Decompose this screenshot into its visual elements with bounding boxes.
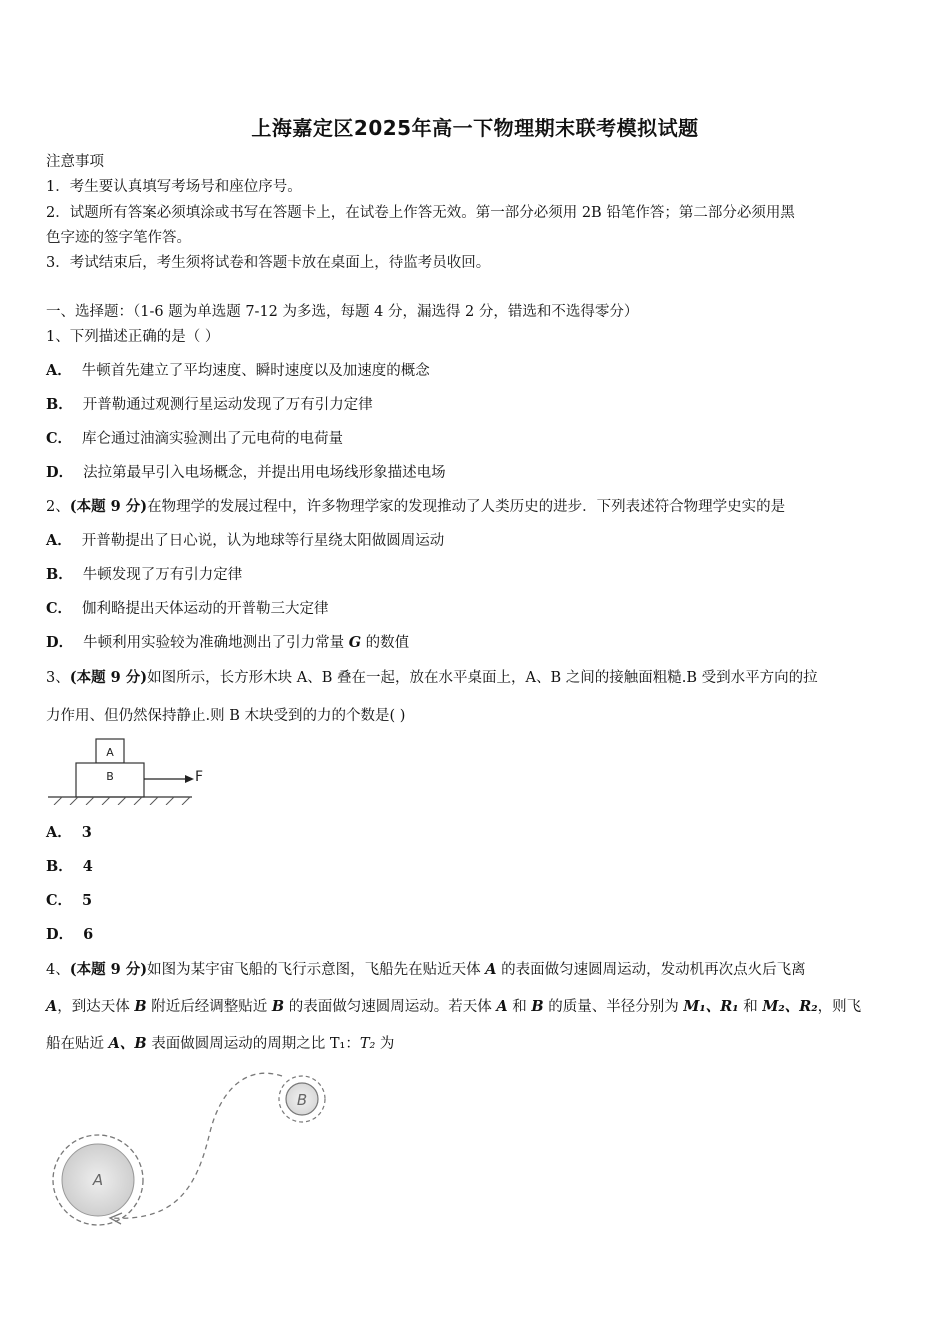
option-letter: A． bbox=[46, 362, 72, 379]
option-letter: C． bbox=[46, 430, 73, 447]
option-letter: A． bbox=[46, 532, 72, 549]
q4-var: A bbox=[485, 961, 497, 978]
q1-stem: 1、下列描述正确的是（ ） bbox=[46, 329, 220, 345]
option-text: 库仑通过油滴实验测出了元电荷的电荷量 bbox=[82, 431, 344, 447]
notice-item-2-cont: 色字迹的签字笔作答。 bbox=[46, 230, 191, 246]
q4-stem-line2 bbox=[46, 997, 861, 1017]
option-text: 开普勒通过观测行星运动发现了万有引力定律 bbox=[82, 397, 373, 413]
q4-text: 表面做圆周运动的周期之比 T₁： bbox=[146, 1036, 360, 1052]
q4-var: B bbox=[531, 998, 544, 1015]
q4-var: T₂ bbox=[359, 1036, 376, 1052]
planet-a-label: A bbox=[92, 1171, 104, 1189]
q2-text: 在物理学的发展过程中，许多物理学家的发现推动了人类历史的进步．下列表述符合物理学史实的是 bbox=[147, 499, 786, 515]
option-text: 牛顿首先建立了平均速度、瞬时速度以及加速度的概念 bbox=[81, 363, 430, 379]
q4-var: M₂、R₂ bbox=[762, 998, 818, 1015]
option-text: 法拉第最早引入电场概念，并提出用电场线形象描述电场 bbox=[83, 465, 446, 481]
option-letter: A． bbox=[46, 824, 72, 841]
q4-text: 的质量、半径分别为 bbox=[543, 999, 684, 1015]
notice-item-3: 3．考试结束后，考生须将试卷和答题卡放在桌面上，待监考员收回。 bbox=[46, 255, 491, 271]
q1-option-c bbox=[46, 429, 343, 449]
q3-option-c bbox=[46, 891, 92, 911]
q2-option-d bbox=[46, 633, 409, 653]
option-letter: B． bbox=[46, 858, 73, 875]
q4-text: 和 bbox=[507, 999, 532, 1015]
q3-figure bbox=[44, 735, 214, 805]
force-label: F bbox=[195, 769, 204, 785]
option-letter: B． bbox=[46, 566, 73, 583]
q2-option-b bbox=[46, 565, 242, 585]
force-arrow-head bbox=[185, 775, 194, 783]
option-text: 6 bbox=[83, 926, 94, 943]
option-letter: C． bbox=[46, 892, 73, 909]
q4-var: M₁、R₁ bbox=[683, 998, 739, 1015]
q4-text: 和 bbox=[738, 999, 763, 1015]
option-text: 牛顿发现了万有引力定律 bbox=[82, 567, 243, 583]
q4-text: 的表面做匀速圆周运动，发动机再次点火后飞离 bbox=[496, 962, 806, 978]
q3-option-a bbox=[46, 823, 92, 843]
option-letter: D． bbox=[46, 634, 74, 651]
ground-hatching bbox=[54, 797, 190, 805]
q4-points: (本题 9 分) bbox=[69, 961, 148, 978]
block-a-label: A bbox=[106, 746, 114, 759]
q4-text: 为 bbox=[375, 1036, 395, 1052]
q4-stem-line1 bbox=[46, 960, 806, 980]
q2-option-c bbox=[46, 599, 329, 619]
q4-var: B bbox=[134, 998, 147, 1015]
q4-var: A bbox=[46, 998, 58, 1015]
q3-option-b bbox=[46, 857, 93, 877]
q2-option-a bbox=[46, 531, 444, 551]
transfer-trajectory bbox=[112, 1073, 282, 1218]
option-suffix: 的数值 bbox=[361, 635, 410, 651]
q4-text: 的表面做匀速圆周运动。若天体 bbox=[284, 999, 497, 1015]
option-var: G bbox=[348, 634, 362, 651]
option-text: 5 bbox=[82, 892, 93, 909]
q4-text: 如图为某宇宙飞船的飞行示意图，飞船先在贴近天体 bbox=[147, 962, 486, 978]
q1-option-b bbox=[46, 395, 373, 415]
page-title: 上海嘉定区2025年高一下物理期末联考模拟试题 bbox=[251, 116, 699, 140]
option-text: 4 bbox=[82, 858, 93, 875]
planet-b-label: B bbox=[296, 1091, 308, 1109]
option-text: 伽利略提出天体运动的开普勒三大定律 bbox=[82, 601, 329, 617]
q4-stem-line3 bbox=[46, 1034, 394, 1054]
q4-var: A、B bbox=[108, 1035, 147, 1052]
option-letter: B． bbox=[46, 396, 73, 413]
q2-stem bbox=[46, 497, 785, 517]
q1-option-a bbox=[46, 361, 430, 381]
option-text: 开普勒提出了日心说，认为地球等行星绕太阳做圆周运动 bbox=[81, 533, 445, 549]
q3-stem-line2: 力作用、但仍然保持静止.则 B 木块受到的力的个数是( ) bbox=[46, 708, 406, 724]
q3-num: 3、 bbox=[46, 670, 70, 686]
option-letter: D． bbox=[46, 926, 74, 943]
notice-item-2: 2．试题所有答案必须填涂或书写在答题卡上，在试卷上作答无效。第一部分必须用 2B 铅笔作答；第二部分必须用黑 bbox=[46, 205, 795, 221]
q4-text: ，则飞 bbox=[817, 999, 862, 1015]
q4-text: 附近后经调整贴近 bbox=[146, 999, 272, 1015]
q3-option-d bbox=[46, 925, 93, 945]
option-text: 3 bbox=[81, 824, 92, 841]
section-heading: 一、选择题：（1-6 题为单选题 7-12 为多选，每题 4 分，漏选得 2 分，错选和不选得零分） bbox=[46, 304, 639, 320]
option-letter: C． bbox=[46, 600, 73, 617]
q4-figure bbox=[50, 1062, 350, 1237]
q3-points: (本题 9 分) bbox=[69, 669, 148, 686]
q2-points: (本题 9 分) bbox=[69, 498, 148, 515]
q4-var: A bbox=[496, 998, 508, 1015]
q3-text1: 如图所示，长方形木块 A、B 叠在一起，放在水平桌面上，A、B 之间的接触面粗糙.B 受到水平方向的拉 bbox=[147, 670, 818, 686]
block-b-label: B bbox=[106, 770, 114, 783]
q2-num: 2、 bbox=[46, 499, 70, 515]
option-letter: D． bbox=[46, 464, 74, 481]
q4-var: B bbox=[271, 998, 285, 1015]
q1-option-d bbox=[46, 463, 446, 483]
notice-item-1: 1．考生要认真填写考场号和座位序号。 bbox=[46, 179, 302, 195]
q3-stem-line1 bbox=[46, 668, 818, 688]
option-text: 牛顿利用实验较为准确地测出了引力常量 bbox=[83, 635, 349, 651]
q4-text: ，到达天体 bbox=[57, 999, 135, 1015]
q4-num: 4、 bbox=[46, 962, 70, 978]
notice-heading: 注意事项 bbox=[46, 154, 104, 170]
q4-text: 船在贴近 bbox=[46, 1036, 109, 1052]
